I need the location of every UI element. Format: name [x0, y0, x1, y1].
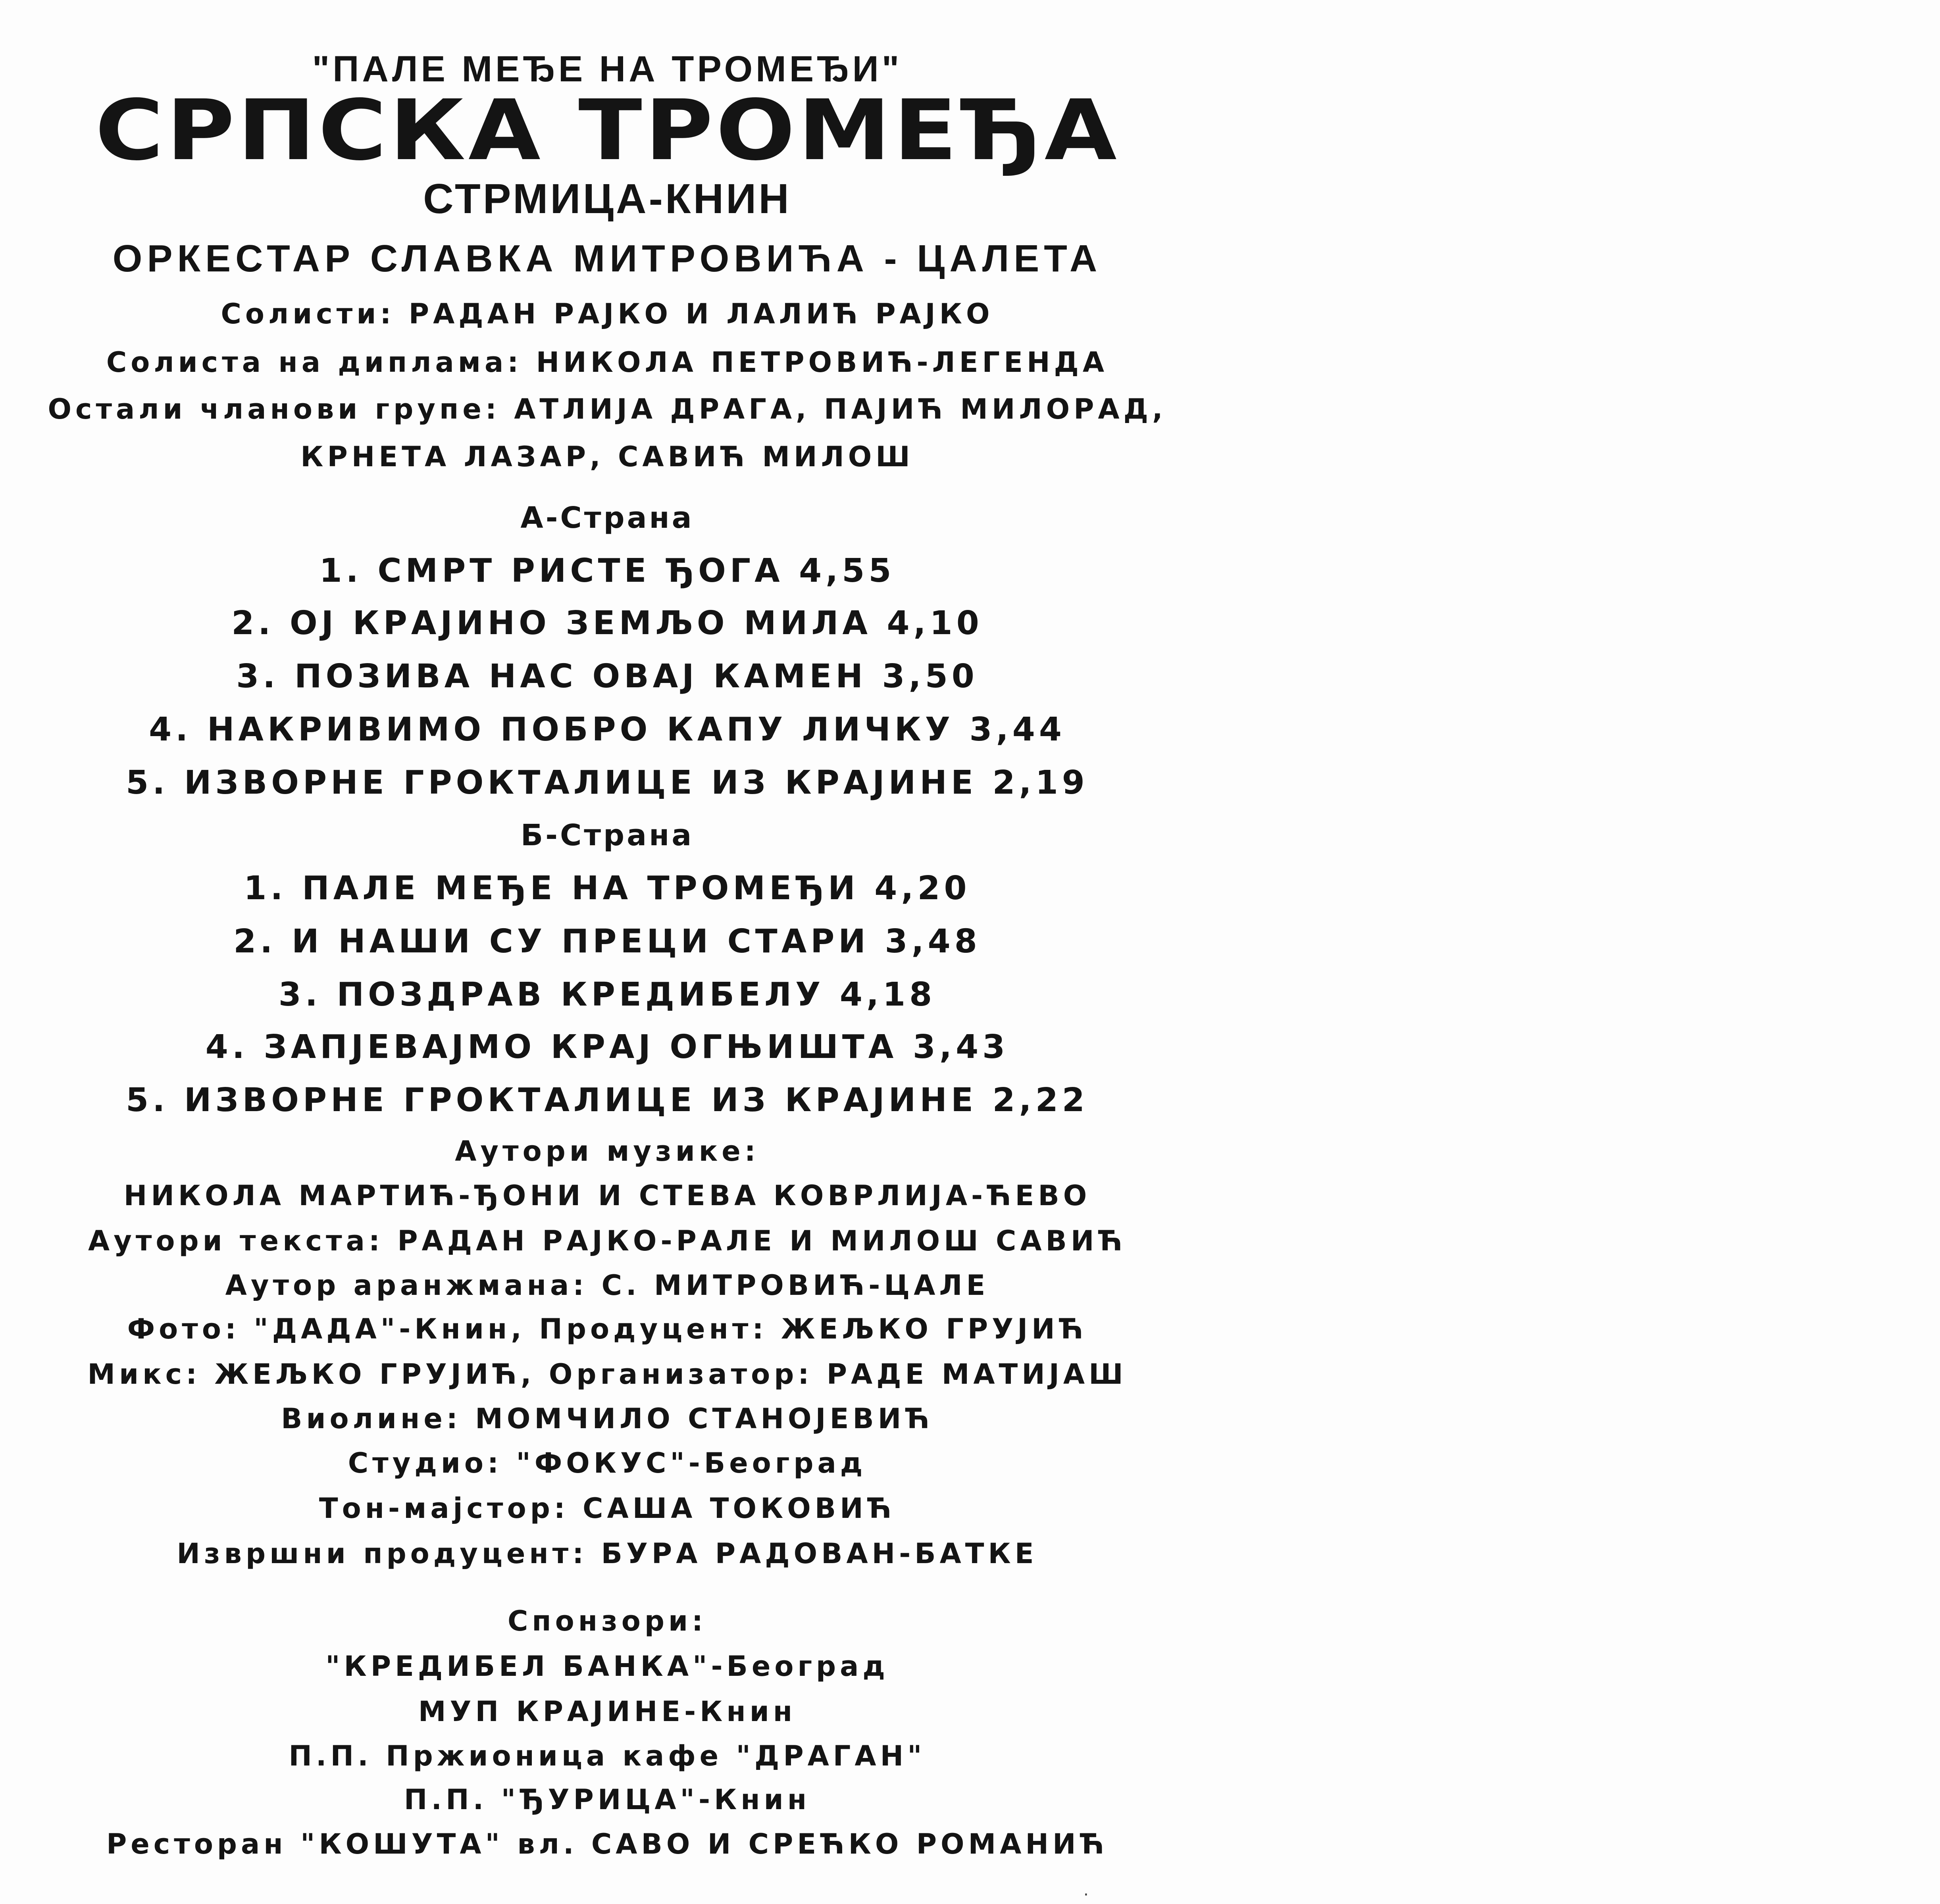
orchestra-name: ОРКЕСТАР СЛАВКА МИТРОВИЋА - ЦАЛЕТА [112, 237, 1102, 280]
side-b-track: 5. ИЗВОРНЕ ГРОКТАЛИЦЕ ИЗ КРАЈИНЕ 2,22 [126, 1081, 1089, 1119]
sponsor-item: МУП КРАЈИНЕ-Книн [418, 1695, 797, 1728]
sound-engineer-line: Тон-мајстор: САША ТОКОВИЋ [319, 1492, 896, 1525]
lyrics-authors-line: Аутори текста: РАДАН РАЈКО-РАЛЕ И МИЛОШ САВИЋ [88, 1225, 1126, 1257]
arrangement-line: Аутор аранжмана: С. МИТРОВИЋ-ЦАЛЕ [225, 1269, 989, 1302]
other-members-line-2: КРНЕТА ЛАЗАР, САВИЋ МИЛОШ [300, 440, 914, 473]
studio-line: Студио: "ФОКУС"-Београд [348, 1447, 867, 1479]
sponsor-item: Ресторан "КОШУТА" вл. САВО И СРЕЋКО РОМАНИЋ [106, 1828, 1109, 1860]
sponsor-item: П.П. Пржионица кафе "ДРАГАН" [289, 1740, 926, 1772]
side-a-track: 3. ПОЗИВА НАС ОВАЈ КАМЕН 3,50 [236, 658, 978, 695]
executive-producer-line: Извршни продуцент: БУРА РАДОВАН-БАТКЕ [177, 1537, 1038, 1570]
mix-organizer-line: Микс: ЖЕЉКО ГРУЈИЋ, Организатор: РАДЕ МАТИЈАШ [87, 1358, 1127, 1390]
sponsor-item: П.П. "ЂУРИЦА"-Книн [404, 1783, 811, 1816]
band-name: СРПСКА ТРОМЕЂА [95, 82, 1120, 179]
side-b-track: 1. ПАЛЕ МЕЂЕ НА ТРОМЕЂИ 4,20 [244, 869, 971, 907]
side-b-track: 4. ЗАПЈЕВАЈМО КРАЈ ОГЊИШТА 3,43 [205, 1028, 1009, 1066]
diplama-soloist-line: Солиста на диплама: НИКОЛА ПЕТРОВИЋ-ЛЕГЕНДА [106, 346, 1109, 379]
side-b-heading: Б-Страна [520, 818, 694, 852]
corner-mark: · [1084, 1886, 1089, 1904]
side-b-track: 2. И НАШИ СУ ПРЕЦИ СТАРИ 3,48 [233, 923, 981, 960]
album-title: "ПАЛЕ МЕЂЕ НА ТРОМЕЂИ" [312, 49, 903, 89]
side-a-track: 2. ОЈ КРАЈИНО ЗЕМЉО МИЛА 4,10 [231, 604, 983, 642]
side-a-heading: А-Страна [520, 501, 694, 535]
sponsors-heading: Спонзори: [507, 1605, 707, 1637]
music-authors-heading: Аутори музике: [455, 1135, 760, 1167]
soloists-line: Солисти: РАДАН РАЈКО И ЛАЛИЋ РАЈКО [221, 298, 994, 330]
side-a-track: 4. НАКРИВИМО ПОБРО КАПУ ЛИЧКУ 3,44 [149, 711, 1066, 748]
side-a-track: 5. ИЗВОРНЕ ГРОКТАЛИЦЕ ИЗ КРАЈИНЕ 2,19 [126, 764, 1089, 802]
place-name: СТРМИЦА-КНИН [423, 175, 791, 222]
sponsor-item: "КРЕДИБЕЛ БАНКА"-Београд [325, 1650, 889, 1683]
side-b-track: 3. ПОЗДРАВ КРЕДИБЕЛУ 4,18 [278, 976, 936, 1014]
other-members-line-1: Остали чланови групе: АТЛИЈА ДРАГА, ПАЈИЋ МИЛОРАД, [48, 393, 1167, 425]
photo-producer-line: Фото: "ДАДА"-Книн, Продуцент: ЖЕЉКО ГРУЈИЋ [127, 1313, 1087, 1345]
music-authors-names: НИКОЛА МАРТИЋ-ЂОНИ И СТЕВА КОВРЛИЈА-ЋЕВО [123, 1179, 1091, 1212]
violins-line: Виолине: МОМЧИЛО СТАНОЈЕВИЋ [281, 1402, 933, 1435]
side-a-track: 1. СМРТ РИСТЕ ЂОГА 4,55 [319, 552, 895, 590]
